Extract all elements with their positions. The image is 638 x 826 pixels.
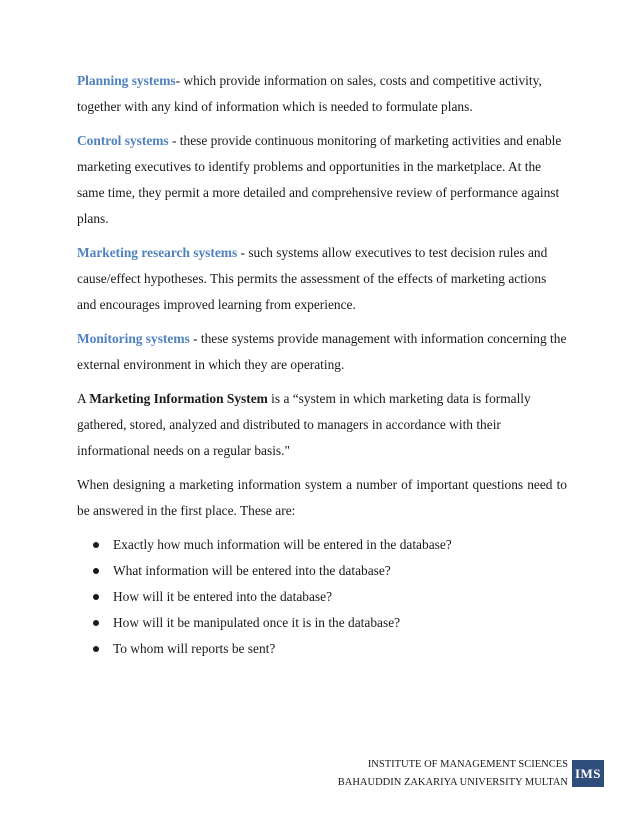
bullet-icon xyxy=(93,542,99,548)
paragraph-mis-definition xyxy=(77,386,567,464)
monitoring-systems-text: - these systems provide management with information concerning the external environment in which they are operating. xyxy=(77,331,567,372)
list-item xyxy=(91,532,567,558)
list-item xyxy=(91,636,567,662)
list-item xyxy=(91,610,567,636)
designing-text: When designing a marketing information system a number of important questions need to be answered in the first place. These are: xyxy=(77,477,567,518)
question-text: Exactly how much information will be entered in the database? xyxy=(113,537,452,552)
page-footer xyxy=(338,756,568,792)
ims-logo: IMS xyxy=(572,760,604,787)
footer-university-name: BAHAUDDIN ZAKARIYA UNIVERSITY MULTAN xyxy=(337,777,568,788)
term-marketing-research-systems: Marketing research systems xyxy=(77,245,238,260)
list-item xyxy=(91,584,567,610)
questions-list xyxy=(77,532,567,662)
question-text: How will it be entered into the database? xyxy=(113,589,333,604)
term-monitoring-systems: Monitoring systems xyxy=(77,331,190,346)
footer-institute-name: INSTITUTE OF MANAGEMENT SCIENCES xyxy=(367,759,568,770)
question-text: To whom will reports be sent? xyxy=(113,641,276,656)
bullet-icon xyxy=(93,568,99,574)
marketing-research-systems-text: - such systems allow executives to test decision rules and cause/effect hypotheses. This permits the assessment of the effects of marketing actions and encourages improved learning from experience. xyxy=(77,245,548,312)
bullet-icon xyxy=(93,594,99,600)
mis-definition-text: is a “system in which marketing data is formally gathered, stored, analyzed and distributed to managers in accordance with their informational needs on a regular basis." xyxy=(77,391,531,458)
paragraph-marketing-research-systems xyxy=(77,240,567,318)
question-text: What information will be entered into the database? xyxy=(113,563,391,578)
paragraph-designing-questions xyxy=(77,472,567,524)
document-body xyxy=(77,68,567,662)
control-systems-text: - these provide continuous monitoring of marketing activities and enable marketing executives to identify problems and opportunities in the marketplace. At the same time, they permit a more detailed and comprehensive review of performance against plans. xyxy=(77,133,562,226)
bullet-icon xyxy=(93,646,99,652)
paragraph-control-systems xyxy=(77,128,567,232)
mis-prefix: A xyxy=(77,391,90,406)
bullet-icon xyxy=(93,620,99,626)
term-planning-systems: Planning systems xyxy=(77,73,176,88)
term-marketing-information-system: Marketing Information System xyxy=(89,391,268,406)
planning-systems-text: - which provide information on sales, costs and competitive activity, together with any kind of information which is needed to formulate plans. xyxy=(77,73,542,114)
paragraph-monitoring-systems xyxy=(77,326,567,378)
paragraph-planning-systems xyxy=(77,68,567,120)
question-text: How will it be manipulated once it is in the database? xyxy=(113,615,401,630)
list-item xyxy=(91,558,567,584)
term-control-systems: Control systems xyxy=(77,133,169,148)
